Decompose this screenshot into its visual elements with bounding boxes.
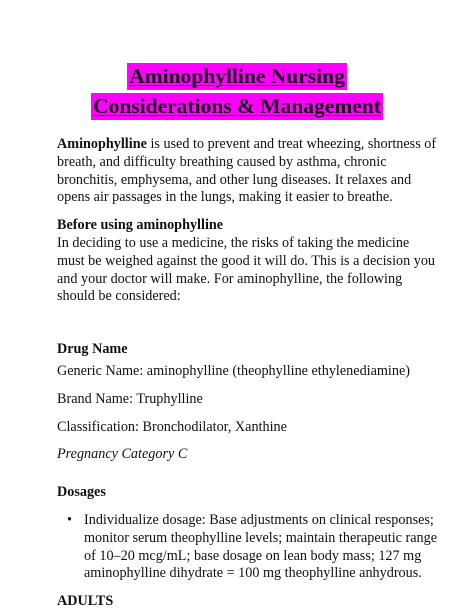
adults-heading: ADULTS	[57, 593, 114, 610]
brand-name: Brand Name: Truphylline	[57, 390, 203, 407]
generic-name: Generic Name: aminophylline (theophylline ethylenediamine)	[57, 362, 410, 379]
drug-name-heading: Drug Name	[57, 341, 128, 358]
pregnancy-category: Pregnancy Category C	[57, 446, 188, 463]
before-using-text: In deciding to use a medicine, the risks of taking the medicine must be weighed against the good it will do. This is a decision you and your doctor will make. For aminophylline, the following should be considered:	[57, 234, 436, 305]
bullet-icon: •	[67, 511, 72, 528]
intro-text: is used to prevent and treat wheezing, shortness of breath, and difficulty breathing caused by asthma, chronic bronchitis, emphysema, and other lung diseases. It relaxes and opens air passages in the lungs, making it easier to breathe.	[57, 136, 437, 206]
dosages-list	[57, 512, 437, 583]
page-title	[0, 63, 474, 123]
classification: Classification: Bronchodilator, Xanthine	[57, 418, 287, 435]
list-item	[57, 512, 437, 583]
intro-bold-term: Aminophylline	[57, 136, 147, 152]
title-line-1: Aminophylline Nursing	[129, 64, 345, 88]
document-body	[57, 136, 437, 611]
title-line-2: Considerations & Management	[93, 94, 381, 118]
before-using-heading: Before using aminophylline	[57, 217, 224, 234]
dosage-text: Individualize dosage: Base adjustments on clinical responses; monitor serum theophylline levels; maintain therapeutic range of 10–20 mcg/mL; base dosage on lean body mass; 127 mg aminophylline dihydrate = 100 mg theophylline anhydrous.	[84, 511, 438, 582]
dosages-heading: Dosages	[57, 484, 106, 501]
intro-paragraph	[57, 136, 437, 207]
